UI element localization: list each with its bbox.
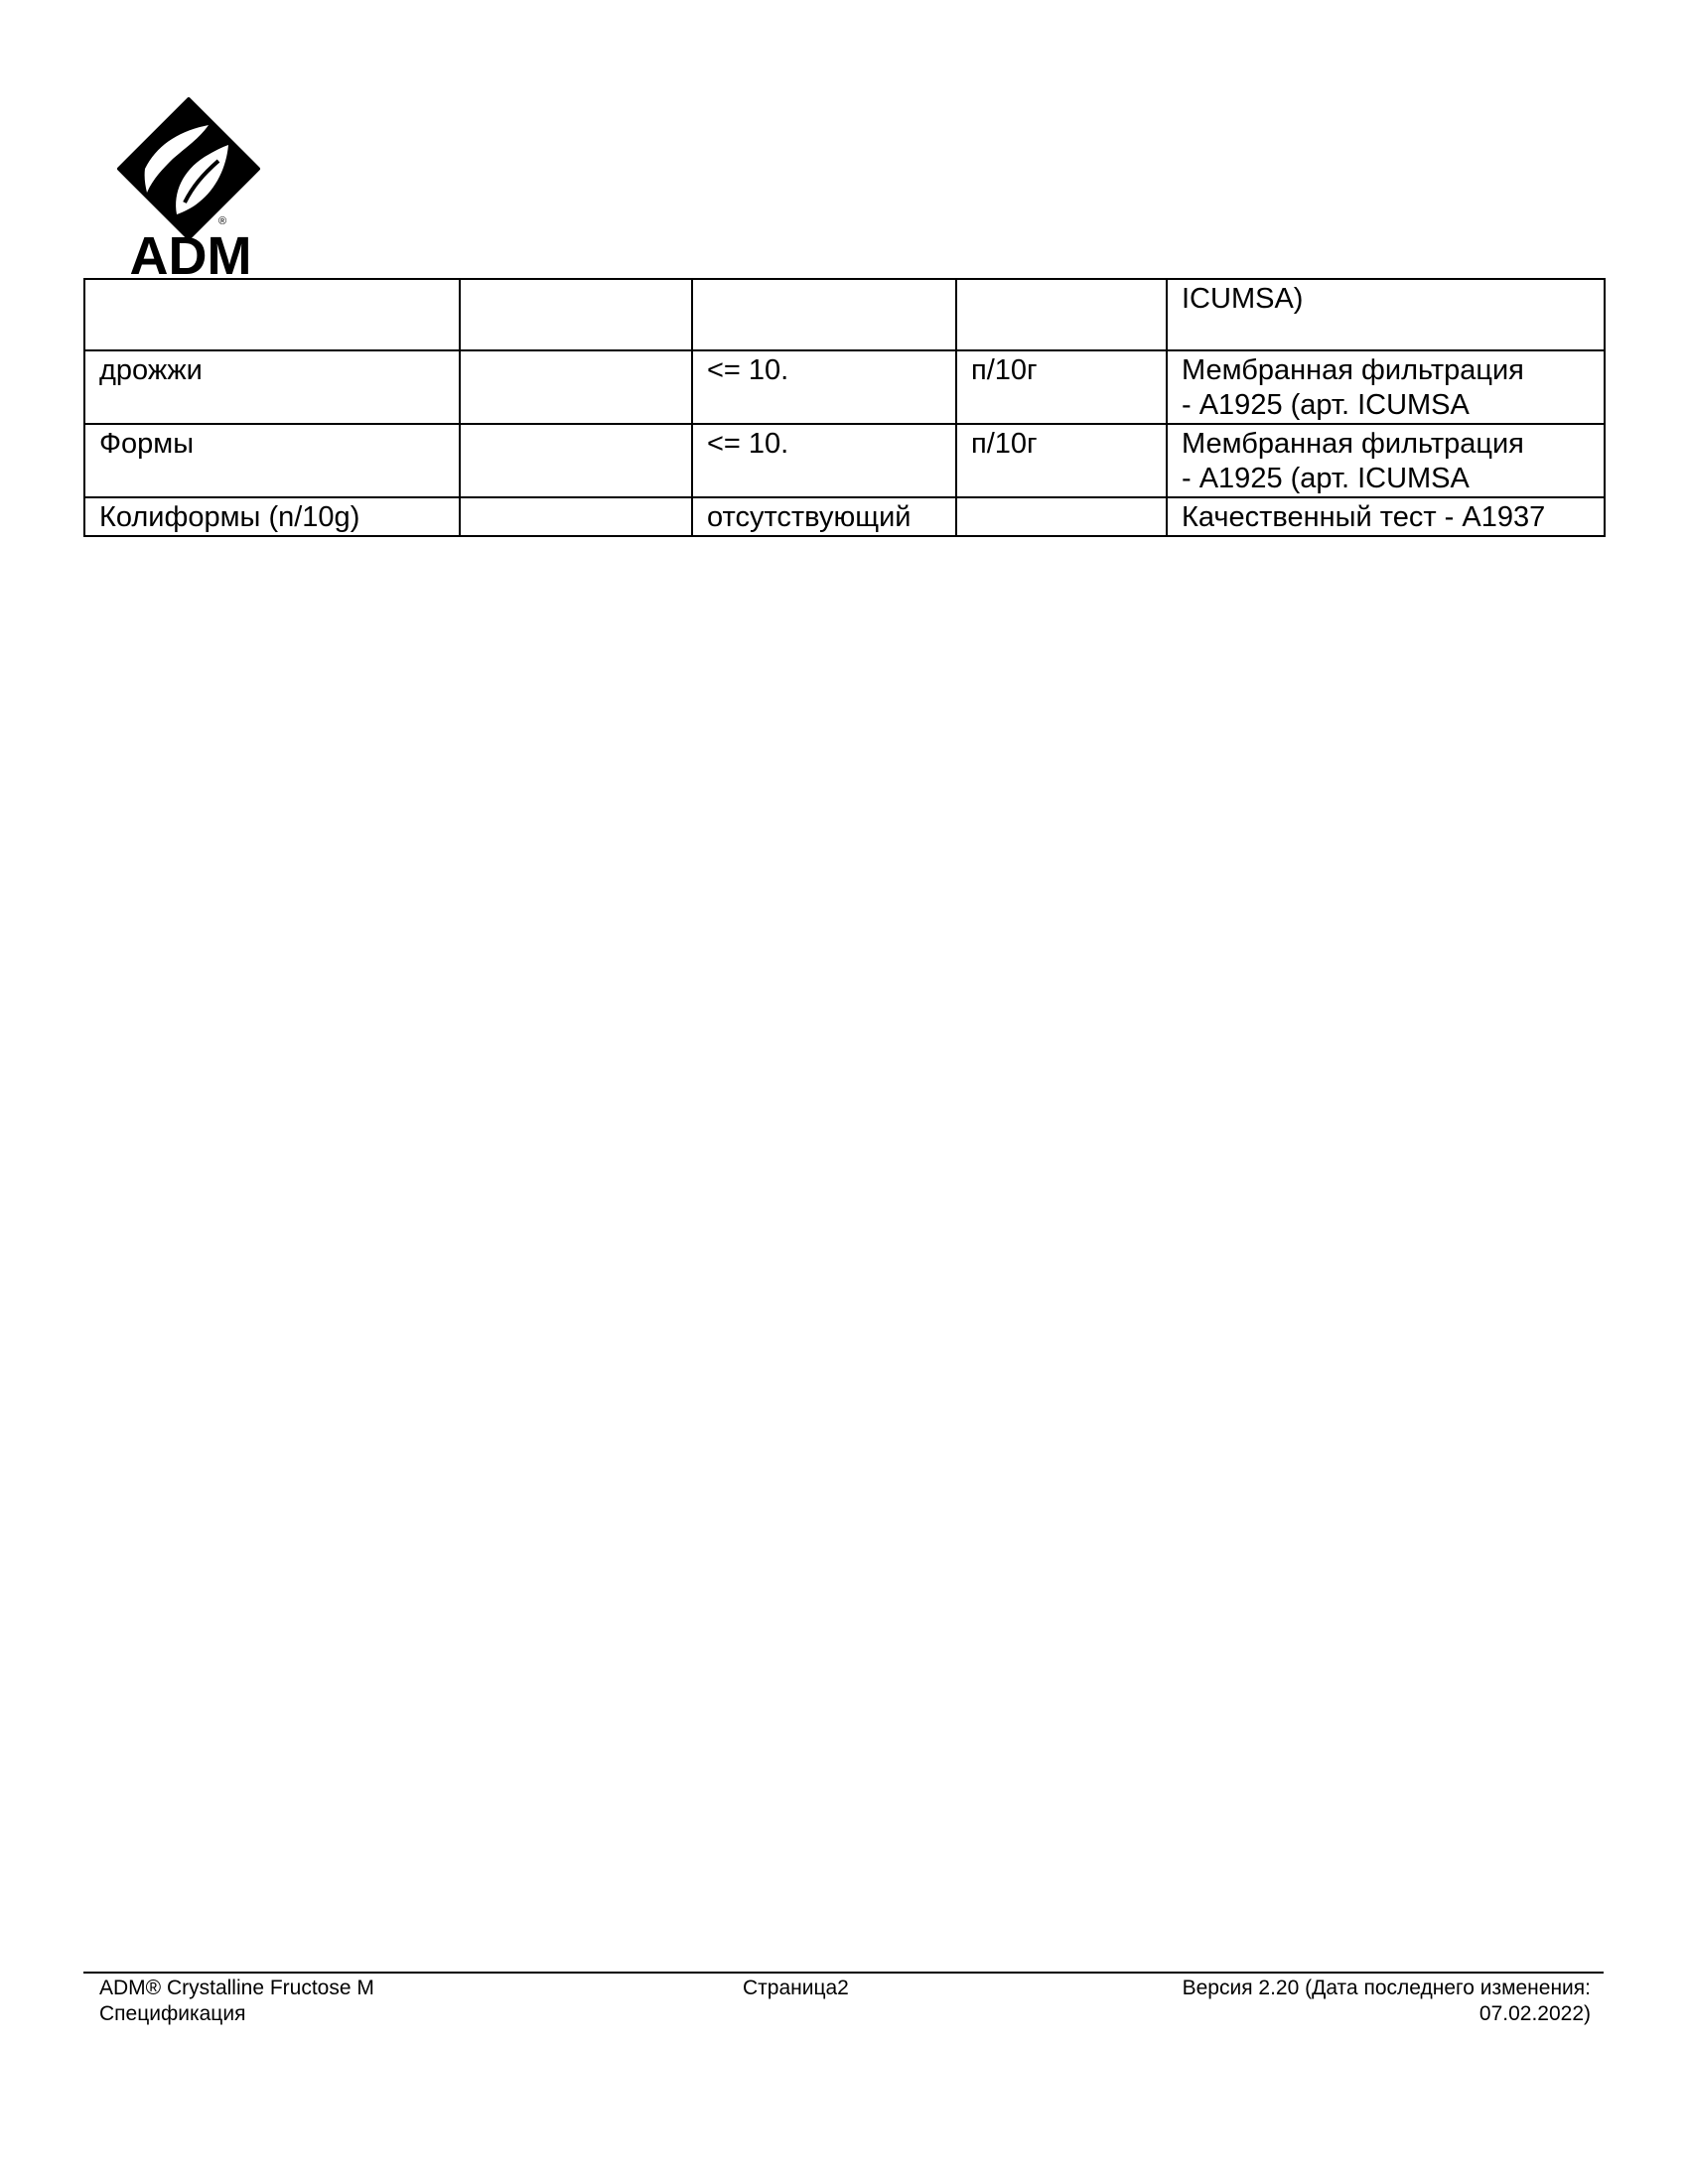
footer-product-name: ADM® Crystalline Fructose M <box>99 1977 374 1999</box>
method-cell: Качественный тест - A1937 <box>1167 497 1605 536</box>
param-name-cell: дрожжи <box>84 350 460 424</box>
table-row <box>84 424 1605 497</box>
footer-product-info <box>99 1976 374 2027</box>
registered-mark: ® <box>218 215 227 227</box>
value-cell <box>692 279 956 350</box>
unit-cell: п/10г <box>956 424 1167 497</box>
param-name-cell: Колиформы (n/10g) <box>84 497 460 536</box>
specification-table <box>83 278 1606 537</box>
logo-wordmark: ADM <box>129 226 252 278</box>
unit-cell <box>956 279 1167 350</box>
table-row <box>84 497 1605 536</box>
method-cell: Мембранная фильтрация - A1925 (арт. ICUMSA <box>1167 424 1605 497</box>
spec-cell <box>460 497 692 536</box>
unit-cell <box>956 497 1167 536</box>
table-row <box>84 279 1605 350</box>
adm-logo <box>117 97 264 278</box>
table-row <box>84 350 1605 424</box>
param-name-cell <box>84 279 460 350</box>
footer-page-number <box>743 1976 849 2001</box>
unit-cell: п/10г <box>956 350 1167 424</box>
spec-cell <box>460 424 692 497</box>
value-cell: отсутствующий <box>692 497 956 536</box>
footer-divider <box>83 1972 1604 1974</box>
footer-doc-type: Спецификация <box>99 2002 246 2025</box>
page-number-label: Страница2 <box>743 1977 849 1999</box>
method-cell: ICUMSA) <box>1167 279 1605 350</box>
spec-cell <box>460 279 692 350</box>
value-cell: <= 10. <box>692 350 956 424</box>
method-cell: Мембранная фильтрация - A1925 (арт. ICUMSA <box>1167 350 1605 424</box>
adm-leaf-logo-icon <box>117 97 264 278</box>
footer-version-info <box>1183 1976 1591 2027</box>
version-label: Версия 2.20 (Дата последнего изменения: <box>1182 1977 1591 1999</box>
spec-cell <box>460 350 692 424</box>
value-cell: <= 10. <box>692 424 956 497</box>
param-name-cell: Формы <box>84 424 460 497</box>
version-date: 07.02.2022) <box>1478 2002 1591 2025</box>
